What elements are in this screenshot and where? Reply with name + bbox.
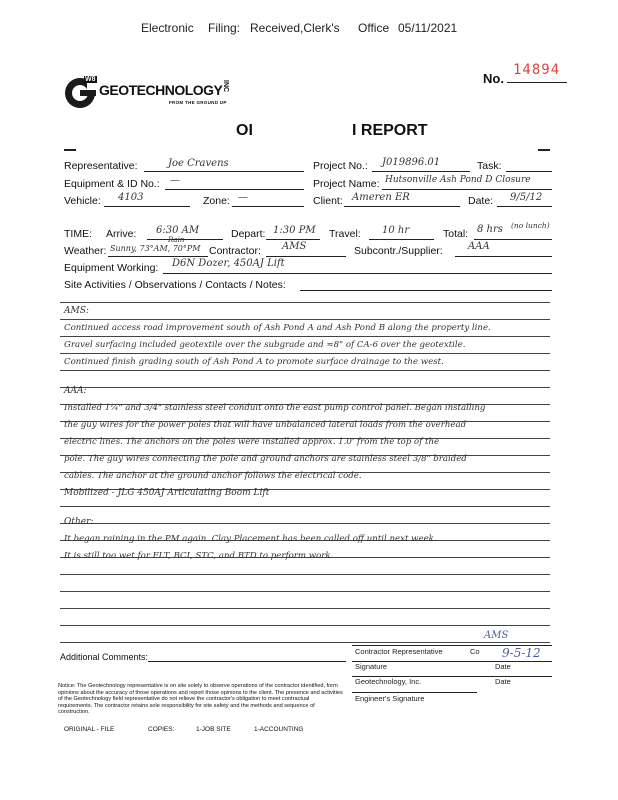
report-title-right: I REPORT <box>352 122 428 139</box>
filing-electronic: Electronic <box>141 21 194 35</box>
logo-suffix: INC <box>222 80 229 93</box>
notes-aaa-line-5: cables. The anchor at the ground anchor follows the electrical code. <box>64 471 362 481</box>
depart-label: Depart: <box>231 228 266 240</box>
equipment-working-label: Equipment Working: <box>64 262 159 274</box>
notes-aaa-line-4: pole. The guy wires connecting the pole and ground anchors are stainless steel 3/8" braided <box>64 454 467 464</box>
report-title-left: OI <box>236 122 253 139</box>
equipment-value: — <box>170 175 180 186</box>
notes-aaa-line-2: the guy wires for the power poles that will have unbalanced lateral loads from the overhead <box>64 420 467 430</box>
logo-company: GEOTECHNOLOGY <box>99 82 223 98</box>
project-name-label: Project Name: <box>313 178 380 190</box>
subcontr-value: AAA <box>468 241 490 252</box>
weather-value: Sunny, 73°AM, 70°PM <box>110 244 201 253</box>
equipment-label: Equipment & ID No.: <box>64 178 160 190</box>
arrive-value: 6:30 AM <box>156 225 200 236</box>
contractor-value: AMS <box>282 241 307 252</box>
project-no-value: J019896.01 <box>382 157 441 168</box>
signature-label: Signature <box>355 662 388 671</box>
notes-ams-line-3: Continued finish grading south of Ash Pond A to promote surface drainage to the west. <box>64 357 444 367</box>
signature-date: 9-5-12 <box>502 646 541 660</box>
equipment-working-value: D6N Dozer, 450AJ Lift <box>172 258 285 269</box>
notes-other-heading: Other: <box>64 517 94 527</box>
filing-received: Received,Clerk's <box>250 21 340 35</box>
date-value: 9/5/12 <box>510 192 543 203</box>
representative-label: Representative: <box>64 160 138 172</box>
client-value: Ameren ER <box>352 192 410 203</box>
company-logo <box>63 76 238 110</box>
notice-text: Notice: The Geotechnology representative is on site solely to observe operations of the contractor identified, form opinions about the accuracy of those operations and report those opinions to the client. The presence and activities of the Geotechnology field representative do not relieve the contractor's obligation to meet contractual requirements. The contractor retains sole responsibility for site safety and the methods and sequence of construction. <box>58 683 343 716</box>
vehicle-value: 4103 <box>118 192 144 203</box>
copy-job-site: 1-JOB SITE <box>196 726 231 733</box>
notes-ams-heading: AMS: <box>64 306 89 316</box>
notes-aaa-line-1: Installed 1¼" and 3/4" stainless steel conduit onto the east pump control panel. Began installing <box>64 403 486 413</box>
depart-value: 1:30 PM <box>273 225 316 236</box>
contractor-co-label: Co <box>470 647 480 656</box>
filing-office: Office <box>358 21 390 35</box>
project-name-value: Hutsonville Ash Pond D Closure <box>385 175 531 185</box>
notes-other-line-1: It began raining in the PM again. Clay Placement has been called off until next week. <box>64 534 437 544</box>
filing-label: Filing: <box>208 21 241 35</box>
notes-aaa-heading: AAA: <box>64 386 87 396</box>
project-no-label: Project No.: <box>313 160 368 172</box>
filing-date: 05/11/2021 <box>398 21 458 35</box>
copies-label: COPIES: <box>148 726 175 733</box>
notes-other-line-2: It is still too wet for FLT, BCI, STC, and BTD to perform work. <box>64 551 334 561</box>
zone-value: — <box>238 192 248 203</box>
weather-label: Weather: <box>64 245 107 257</box>
representative-value: Joe Cravens <box>168 158 229 169</box>
date-label-2: Date <box>495 677 511 686</box>
zone-label: Zone: <box>203 195 230 207</box>
doc-no-label: No. <box>483 71 504 86</box>
doc-no-value: 14894 <box>513 62 561 78</box>
travel-value: 10 hr <box>382 225 410 236</box>
notes-ams-line-1: Continued access road improvement south of Ash Pond A and Ash Pond B along the property line. <box>64 323 491 333</box>
total-label: Total: <box>443 228 469 240</box>
notes-aaa-line-6: Mobilized - JLG 450AJ Articulating Boom Lift <box>64 488 270 498</box>
contractor-label: Contractor: <box>209 245 261 257</box>
task-label: Task: <box>477 160 502 172</box>
client-label: Client: <box>313 195 343 207</box>
date-label-1: Date <box>495 662 511 671</box>
notes-ams-line-2: Gravel surfacing included geotextile over the subgrade and ≈8" of CA-6 over the geotextile. <box>64 340 466 350</box>
copy-accounting: 1-ACCOUNTING <box>254 726 304 733</box>
total-note: (no lunch) <box>511 221 550 230</box>
site-activities-label: Site Activities / Observations / Contacts / Notes: <box>64 279 286 291</box>
contractor-rep-label: Contractor Representative <box>355 647 443 656</box>
total-value: 8 hrs <box>477 224 503 235</box>
time-label: TIME: <box>64 228 92 240</box>
additional-comments-label: Additional Comments: <box>60 652 149 662</box>
original-file: ORIGINAL - FILE <box>64 726 115 733</box>
travel-label: Travel: <box>329 228 361 240</box>
geotechnology-label: Geotechnology, Inc. <box>355 677 422 686</box>
logo-tagline: FROM THE GROUND UP <box>169 100 227 105</box>
date-label: Date: <box>468 195 494 207</box>
arrive-label: Arrive: <box>106 228 137 240</box>
logo-badge: W8 <box>85 76 96 83</box>
weather-note: Rain <box>168 236 185 244</box>
signature-initials: AMS <box>484 630 509 641</box>
engineer-signature-label: Engineer's Signature <box>355 694 425 703</box>
subcontr-label: Subcontr./Supplier: <box>354 245 443 257</box>
vehicle-label: Vehicle: <box>64 195 101 207</box>
notes-aaa-line-3: electric lines. The anchors on the poles were installed approx. 1.0' from the top of the <box>64 437 440 447</box>
